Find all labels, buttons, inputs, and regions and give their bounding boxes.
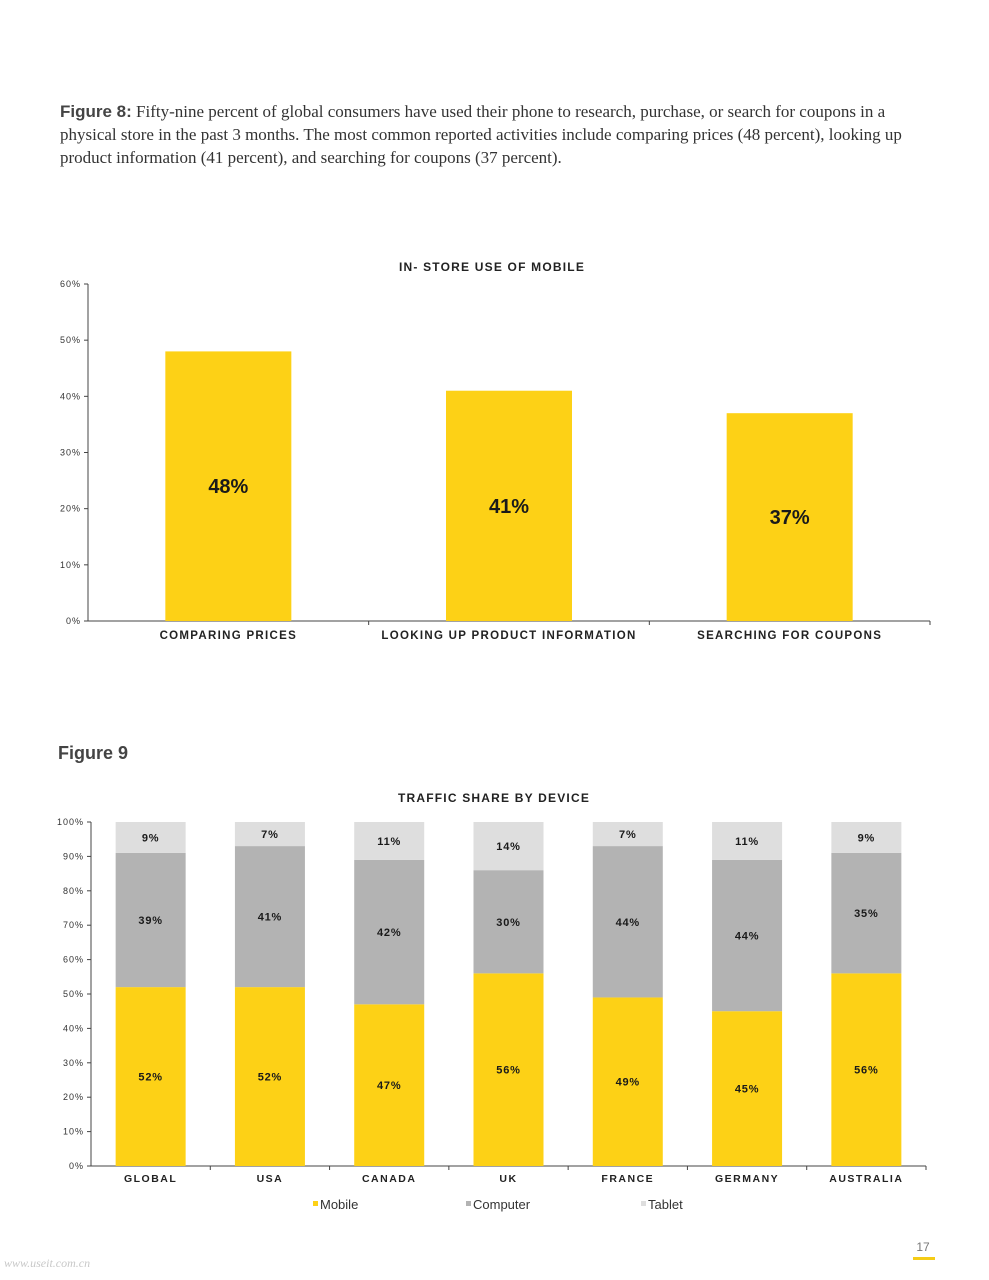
- chart1-title: IN- STORE USE OF MOBILE: [398, 260, 586, 274]
- chart2-data-label-mobile: 47%: [377, 1080, 402, 1093]
- chart2-x-tick-label: UK: [499, 1173, 518, 1185]
- page-number-accent-bar: [913, 1257, 935, 1260]
- chart2-title: TRAFFIC SHARE BY DEVICE: [397, 791, 591, 805]
- chart2-y-tick-label: 40%: [62, 1023, 84, 1034]
- figure-8-label: Figure 8:: [60, 102, 132, 121]
- chart2-x-tick-label: AUSTRALIA: [829, 1173, 904, 1185]
- chart2-y-tick-label: 20%: [62, 1092, 84, 1103]
- chart2-y-tick-label: 30%: [62, 1057, 84, 1068]
- chart2-y-tick-label: 60%: [62, 954, 84, 965]
- chart2-data-label-computer: 41%: [257, 911, 283, 924]
- legend-item-tablet: [641, 1197, 683, 1212]
- chart1-y-tick-label: 30%: [59, 447, 81, 458]
- legend-item-computer: [466, 1197, 530, 1212]
- chart2-x-tick-label: USA: [256, 1173, 284, 1185]
- chart2-data-label-mobile: 56%: [496, 1064, 521, 1077]
- chart1-x-tick-label: LOOKING UP PRODUCT INFORMATION: [381, 630, 637, 642]
- chart2-data-label-computer: 35%: [854, 908, 879, 921]
- chart2-data-label-computer: 44%: [615, 916, 640, 929]
- chart1-y-tick-label: 40%: [59, 391, 81, 402]
- chart2-y-tick-label: 10%: [62, 1126, 84, 1137]
- chart1-bars: [165, 351, 852, 621]
- figure-8-caption: [60, 100, 935, 169]
- chart1-x-tick-label: COMPARING PRICES: [159, 630, 298, 642]
- figure-9-label: Figure 9: [58, 743, 129, 763]
- chart2-data-label-tablet: 11%: [377, 835, 402, 848]
- chart2-x-tick-label: FRANCE: [601, 1173, 655, 1185]
- chart2-x-tick-label: CANADA: [361, 1173, 417, 1185]
- chart2-y-tick-label: 80%: [62, 885, 84, 896]
- legend-swatch-mobile: [313, 1201, 318, 1206]
- chart2-data-label-mobile: 45%: [734, 1083, 760, 1096]
- chart2-x-tick-label: GERMANY: [714, 1173, 780, 1185]
- chart2-y-tick-label: 70%: [62, 920, 84, 931]
- page-number: 17: [916, 1240, 930, 1254]
- chart2-y-tick-label: 90%: [62, 851, 84, 862]
- chart2-data-label-tablet: 7%: [619, 829, 637, 842]
- chart1-y-tick-label: 0%: [65, 616, 81, 626]
- chart2-y-tick-label: 50%: [62, 989, 84, 999]
- chart1-y-tick-label: 20%: [59, 503, 81, 514]
- chart2-y-tick-label: 100%: [56, 817, 84, 827]
- chart2-data-label-tablet: 14%: [496, 841, 521, 854]
- chart2-bars: [116, 822, 902, 1166]
- legend-swatch-computer: [466, 1201, 471, 1206]
- chart2-data-label-computer: 42%: [377, 927, 402, 940]
- legend-label-computer: Computer: [473, 1197, 531, 1212]
- chart2-data-label-tablet: 9%: [141, 832, 160, 845]
- chart2-data-label-tablet: 7%: [261, 829, 279, 842]
- in-store-mobile-chart: [0, 250, 989, 650]
- chart1-y-tick-label: 10%: [59, 559, 81, 570]
- legend-label-tablet: Tablet: [648, 1197, 683, 1212]
- chart2-y-tick-label: 0%: [68, 1161, 84, 1171]
- chart2-data-label-mobile: 56%: [854, 1064, 879, 1077]
- chart2-data-label-mobile: 52%: [138, 1071, 163, 1084]
- chart1-y-tick-label: 60%: [59, 279, 81, 289]
- legend-label-mobile: Mobile: [320, 1197, 359, 1212]
- chart1-y-tick-label: 50%: [59, 335, 81, 346]
- chart1-data-label: 48%: [208, 476, 249, 499]
- chart2-data-label-tablet: 9%: [857, 832, 876, 845]
- legend-swatch-tablet: [641, 1201, 646, 1206]
- chart1-x-tick-label: SEARCHING FOR COUPONS: [697, 630, 883, 642]
- chart2-x-tick-label: GLOBAL: [123, 1173, 178, 1185]
- chart2-legend: [0, 1197, 989, 1215]
- chart2-data-label-computer: 39%: [138, 915, 163, 928]
- chart2-data-label-tablet: 11%: [735, 835, 759, 848]
- chart1-data-label: 37%: [769, 507, 810, 530]
- figure-8-text: Fifty-nine percent of global consumers have used their phone to research, purchase, or search for coupons in a physical store in the past 3 months. The most common reported activities include comparing prices (48 percent), looking up product information (41 percent), and searching for coupons (37 percent).: [60, 102, 902, 167]
- chart2-data-label-computer: 44%: [734, 930, 760, 943]
- chart2-data-label-computer: 30%: [496, 916, 521, 929]
- legend-item-mobile: [313, 1197, 358, 1212]
- chart2-data-label-mobile: 49%: [615, 1076, 640, 1089]
- chart1-data-label: 41%: [488, 495, 530, 518]
- watermark: www.useit.com.cn: [4, 1256, 91, 1270]
- chart2-data-label-mobile: 52%: [257, 1071, 283, 1084]
- traffic-share-chart: [0, 785, 989, 1195]
